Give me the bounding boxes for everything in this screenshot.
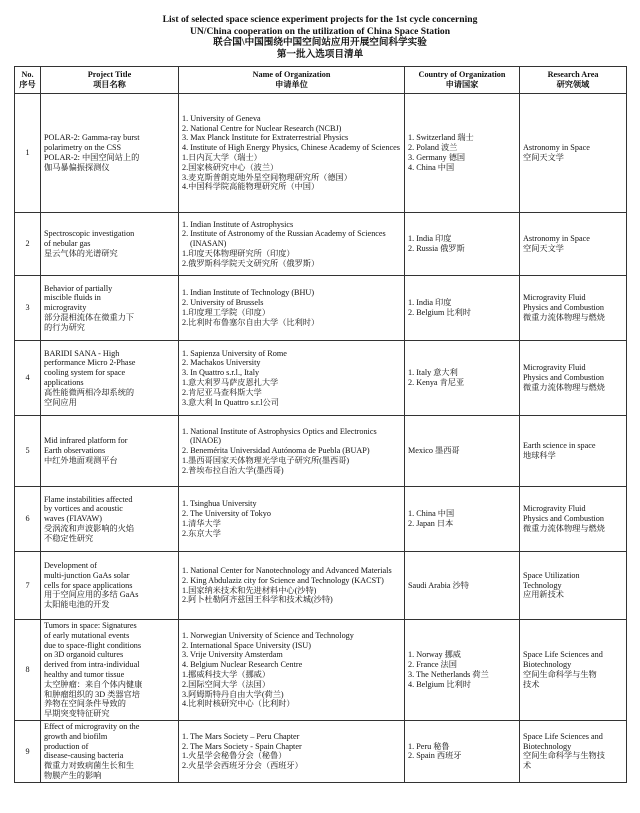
header-country-en: Country of Organization — [418, 70, 506, 80]
organization-line: 2.国际空间大学（法国） — [182, 679, 271, 689]
research-area-cell — [520, 276, 627, 341]
organization-line: 3. Vrije University Amsterdam — [182, 650, 283, 660]
country-cell — [405, 620, 520, 721]
organization-line: 1.印度天体物理研究所（印度） — [182, 248, 295, 258]
country-cell — [405, 416, 520, 487]
project-title-line: Tumors in space: Signatures — [44, 621, 137, 630]
project-title-line: Effect of microgravity on the — [44, 722, 140, 732]
project-title-cell — [41, 552, 179, 620]
table-row — [15, 94, 627, 213]
country-line: Saudi Arabia 沙特 — [408, 580, 469, 590]
research-area-line: Physics and Combustion — [523, 514, 604, 524]
country-line: 1. Peru 秘鲁 — [408, 741, 450, 751]
row-number: 4 — [15, 341, 41, 416]
country-cell — [405, 213, 520, 276]
row-number: 5 — [15, 416, 41, 487]
row-number: 3 — [15, 276, 41, 341]
project-title-line: 用于空间应用的多结 GaAs — [44, 590, 139, 600]
header-country-cn: 申请国家 — [445, 80, 479, 89]
organization-line: 3. Max Planck Institute for Extraterrestrial Physics — [182, 133, 349, 143]
organization-line: 1.墨西哥国家天体物理光学电子研究所(墨西哥) — [182, 455, 350, 465]
research-area-line: Biotechnology — [523, 660, 572, 670]
project-title-cell — [41, 487, 179, 552]
country-line: 4. China 中国 — [408, 162, 455, 172]
title-line-1: List of selected space science experiment projects for the 1st cycle concerning — [162, 14, 478, 25]
row-number: 8 — [15, 620, 41, 721]
project-title-line: on 3D organoid cultures — [44, 650, 124, 660]
organization-cell — [179, 720, 405, 782]
research-area-line: 微重力流体物理与燃烧 — [523, 523, 605, 533]
table-row — [15, 720, 627, 782]
country-line: 2. Russia 俄罗斯 — [408, 244, 465, 253]
country-line: 1. Norway 挪威 — [408, 650, 461, 660]
project-title-line: of nebular gas — [44, 239, 91, 249]
organization-line: 1. Tsinghua University — [182, 499, 257, 509]
project-title-line: healthy and tumor tissue — [44, 669, 125, 679]
organization-line: 1.意大利罗马萨皮恩扎大学 — [182, 378, 279, 387]
header-title-cn: 项目名称 — [93, 80, 126, 89]
table-row — [15, 213, 627, 276]
organization-cell — [179, 487, 405, 552]
research-area-cell — [520, 720, 627, 782]
project-title-line: 中红外地面观测平台 — [44, 455, 118, 465]
research-area-cell — [520, 213, 627, 276]
research-area-line: Microgravity Fluid — [523, 363, 586, 373]
organization-line: 2. Machakos University — [182, 358, 261, 368]
project-title-line: 高性能微两相冷却系统的 — [44, 387, 135, 397]
project-title-line: 早期突变特征研究 — [44, 709, 110, 719]
research-area-line: Physics and Combustion — [523, 303, 604, 313]
research-area-line: Space Life Sciences and — [523, 731, 603, 741]
organization-line: 3.意大利 In Quattro s.r.l公司 — [182, 397, 279, 407]
project-title-line: by vortices and acoustic — [44, 504, 123, 514]
organization-line: 1. Indian Institute of Astrophysics — [182, 219, 294, 229]
project-title-line: 的行为研究 — [44, 322, 85, 332]
project-title-line: due to space-flight conditions — [44, 640, 142, 650]
title-line-3: 联合国\中国围绕中国空间站应用开展空间科学实验 — [213, 37, 427, 48]
header-research-area — [520, 67, 627, 94]
organization-line: 4.比利时核研究中心（比利时） — [182, 699, 295, 709]
research-area-cell — [520, 620, 627, 721]
project-title-line: BARIDI SANA - High — [44, 348, 120, 358]
country-line: 3. The Netherlands 荷兰 — [408, 669, 489, 679]
country-line: 2. Poland 波兰 — [408, 143, 458, 153]
organization-line: 2. University of Brussels — [182, 298, 264, 308]
organization-cell — [179, 552, 405, 620]
country-line: 2. Spain 西班牙 — [408, 751, 462, 761]
project-title-cell — [41, 620, 179, 721]
country-line: 3. Germany 德国 — [408, 153, 466, 162]
organization-cell — [179, 416, 405, 487]
header-org-en: Name of Organization — [252, 70, 331, 80]
project-title-line: POLAR-2: 中国空间站上的 — [44, 153, 140, 162]
organization-line: 2.东京大学 — [182, 528, 221, 538]
project-title-line: growth and biofilm — [44, 731, 108, 741]
project-title-line: 空间应用 — [44, 397, 77, 407]
research-area-line: Technology — [523, 580, 562, 590]
organization-line: 1. Norwegian University of Science and Technology — [182, 630, 354, 640]
organization-line: 3. In Quattro s.r.l., Italy — [182, 368, 260, 378]
project-title-line: 太阳能电池的开发 — [44, 600, 110, 610]
project-title-cell — [41, 416, 179, 487]
organization-line: 1.火星学会秘鲁分会（秘鲁） — [182, 751, 287, 761]
organization-cell — [179, 213, 405, 276]
research-area-cell — [520, 94, 627, 213]
project-title-line: Earth observations — [44, 446, 106, 456]
country-line: 2. Kenya 肯尼亚 — [408, 378, 465, 387]
project-title-line: cooling system for space — [44, 368, 126, 378]
research-area-line: Earth science in space — [523, 441, 596, 451]
organization-line: 3.阿姆斯特丹自由大学(荷兰) — [182, 689, 284, 699]
project-title-line: 和肿瘤组织的 3D 类器官培 — [44, 689, 140, 699]
country-line: 2. France 法国 — [408, 660, 457, 670]
table-row — [15, 487, 627, 552]
country-line: 1. China 中国 — [408, 509, 455, 519]
header-title-en: Project Title — [87, 70, 132, 80]
header-org-cn: 申请单位 — [275, 80, 308, 89]
project-title-cell — [41, 94, 179, 213]
organization-line: 2. International Space University (ISU) — [182, 640, 311, 650]
header-no-cn: 序号 — [19, 80, 36, 89]
table-body — [15, 94, 627, 783]
organization-line: 1.国家纳米技术和先进材料中心(沙特) — [182, 585, 317, 595]
organization-cell — [179, 620, 405, 721]
project-title-line: polarimetry on the CSS — [44, 143, 122, 153]
research-area-line: Microgravity Fluid — [523, 293, 586, 303]
organization-line: 2.肯尼亚马查科斯大学 — [182, 387, 262, 397]
project-title-cell — [41, 213, 179, 276]
research-area-line: Biotechnology — [523, 741, 572, 751]
projects-table — [14, 66, 627, 783]
research-area-line: 术 — [523, 761, 532, 771]
title-line-4: 第一批入选项目清单 — [276, 48, 364, 60]
document-title — [14, 14, 626, 60]
organization-line: 2. The University of Tokyo — [182, 509, 271, 519]
organization-line: 1.日内瓦大学（瑞士） — [182, 153, 262, 162]
project-title-line: 伽马暴偏振探测仪 — [44, 162, 110, 172]
research-area-cell — [520, 552, 627, 620]
organization-line: 1. The Mars Society – Peru Chapter — [182, 731, 300, 741]
country-cell — [405, 552, 520, 620]
research-area-line: 应用新技术 — [523, 590, 564, 600]
organization-line: 2.比利时布鲁塞尔自由大学（比利时） — [182, 317, 320, 327]
project-title-line: 养物在空间条件导致的 — [44, 699, 126, 709]
project-title-line: microgravity — [44, 303, 87, 313]
table-header-row — [15, 67, 627, 94]
organization-line: 2.普埃布拉自治大学(墨西哥) — [182, 465, 284, 475]
title-line-2: UN/China cooperation on the utilization of China Space Station — [189, 25, 451, 37]
research-area-line: Astronomy in Space — [523, 234, 590, 244]
organization-line: 2.阿卜杜勒阿齐兹国王科学和技术城(沙特) — [182, 595, 333, 605]
header-no — [15, 67, 41, 94]
organization-line: 1. National Center for Nanotechnology and Advanced Materials — [182, 565, 392, 575]
table-row — [15, 276, 627, 341]
table-row — [15, 620, 627, 721]
project-title-line: 微重力对致病菌生长和生 — [44, 761, 135, 771]
organization-line: 2. The Mars Society - Spain Chapter — [182, 741, 302, 751]
project-title-line: production of — [44, 741, 89, 751]
organization-line: 4. Belgium Nuclear Research Centre — [182, 660, 303, 670]
organization-line: 2. Institute of Astronomy of the Russian Academy of Sciences (INASAN) — [182, 229, 386, 249]
project-title-line: multi-junction GaAs solar — [44, 570, 130, 580]
research-area-line: Physics and Combustion — [523, 373, 604, 383]
country-cell — [405, 94, 520, 213]
organization-line: 1.挪威科技大学（挪威） — [182, 669, 271, 679]
row-number: 1 — [15, 94, 41, 213]
country-cell — [405, 487, 520, 552]
project-title-line: performance Micro 2-Phase — [44, 358, 136, 368]
country-line: 2. Japan 日本 — [408, 519, 454, 528]
organization-line: 2. National Centre for Nuclear Research (NCBJ) — [182, 123, 342, 133]
organization-line: 2.火星学会西班牙分会（西班牙） — [182, 761, 303, 771]
project-title-line: miscible fluids in — [44, 293, 101, 303]
organization-cell — [179, 341, 405, 416]
country-line: 1. India 印度 — [408, 234, 452, 244]
project-title-line: 部分混相流体在微重力下 — [44, 312, 135, 322]
country-line: 1. Switzerland 瑞士 — [408, 133, 474, 143]
research-area-line: 微重力流体物理与燃烧 — [523, 382, 605, 392]
research-area-line: 技术 — [523, 679, 540, 689]
country-line: 2. Belgium 比利时 — [408, 308, 471, 317]
organization-cell — [179, 94, 405, 213]
row-number: 6 — [15, 487, 41, 552]
row-number: 2 — [15, 213, 41, 276]
organization-line: 3.麦克斯普朗克地外星空间物理研究所（德国） — [182, 172, 352, 182]
table-row — [15, 341, 627, 416]
country-cell — [405, 720, 520, 782]
organization-line: 1. Indian Institute of Technology (BHU) — [182, 288, 315, 298]
country-cell — [405, 276, 520, 341]
organization-line: 1. Sapienza University of Rome — [182, 348, 287, 358]
organization-line: 1. National Institute of Astrophysics Optics and Electronics (INAOE) — [182, 426, 377, 446]
organization-line: 4. Institute of High Energy Physics, Chinese Academy of Sciences — [182, 143, 400, 153]
project-title-line: disease-causing bacteria — [44, 751, 124, 761]
organization-line: 1.清华大学 — [182, 519, 221, 528]
research-area-cell — [520, 416, 627, 487]
header-project-title — [41, 67, 179, 94]
project-title-line: waves (FIAVAW) — [44, 514, 102, 524]
project-title-line: of early mutational events — [44, 630, 130, 640]
header-organization — [179, 67, 405, 94]
project-title-line: Behavior of partially — [44, 283, 113, 293]
organization-line: 2.国家核研究中心（波兰） — [182, 162, 279, 172]
country-cell — [405, 341, 520, 416]
project-title-line: cells for space applications — [44, 580, 133, 590]
project-title-line: Flame instabilities affected — [44, 494, 133, 504]
research-area-line: 空间天文学 — [523, 153, 564, 162]
organization-line: 2.俄罗斯科学院天文研究所（俄罗斯） — [182, 258, 320, 268]
research-area-line: 地球科学 — [523, 451, 556, 460]
research-area-line: 空间天文学 — [523, 244, 564, 253]
research-area-cell — [520, 487, 627, 552]
organization-line: 2. King Abdulaziz city for Science and Technology (KACST) — [182, 575, 384, 585]
organization-line: 1.印度理工学院（印度） — [182, 308, 271, 317]
country-line: Mexico 墨西哥 — [408, 446, 460, 456]
header-area-en: Research Area — [547, 70, 599, 80]
country-line: 1. India 印度 — [408, 298, 452, 308]
project-title-line: derived from intra-individual — [44, 660, 140, 670]
research-area-line: Space Utilization — [523, 570, 580, 580]
project-title-line: 物膜产生的影响 — [44, 771, 102, 781]
project-title-line: Spectroscopic investigation — [44, 229, 135, 239]
research-area-line: 微重力流体物理与燃烧 — [523, 312, 605, 322]
organization-line: 4.中国科学院高能物理研究所（中国） — [182, 182, 320, 192]
research-area-cell — [520, 341, 627, 416]
row-number: 9 — [15, 720, 41, 782]
project-title-line: Mid infrared platform for — [44, 436, 128, 446]
research-area-line: Space Life Sciences and — [523, 650, 603, 660]
header-country — [405, 67, 520, 94]
country-line: 4. Belgium 比利时 — [408, 679, 471, 689]
project-title-line: Development of — [44, 561, 97, 570]
project-title-line: 不稳定性研究 — [44, 533, 94, 543]
header-area-cn: 研究领域 — [556, 80, 590, 89]
research-area-line: 空间生命科学与生物 — [523, 669, 597, 679]
organization-line: 2. Benemérita Universidad Autónoma de Puebla (BUAP) — [182, 446, 370, 456]
header-no-en: No. — [21, 70, 34, 80]
organization-line: 1. University of Geneva — [182, 113, 261, 123]
project-title-line: 太空肿瘤：来自个体内健康 — [44, 679, 143, 689]
project-title-cell — [41, 341, 179, 416]
row-number: 7 — [15, 552, 41, 620]
table-row — [15, 552, 627, 620]
project-title-line: POLAR-2: Gamma-ray burst — [44, 133, 140, 143]
project-title-cell — [41, 276, 179, 341]
project-title-cell — [41, 720, 179, 782]
country-line: 1. Italy 意大利 — [408, 368, 458, 378]
research-area-line: 空间生命科学与生物技 — [523, 751, 605, 761]
project-title-line: applications — [44, 378, 84, 387]
research-area-line: Microgravity Fluid — [523, 504, 586, 514]
research-area-line: Astronomy in Space — [523, 143, 590, 153]
table-row — [15, 416, 627, 487]
project-title-line: 星云气体的光谱研究 — [44, 248, 118, 258]
organization-cell — [179, 276, 405, 341]
project-title-line: 受涡流和声波影响的火焰 — [44, 523, 135, 533]
